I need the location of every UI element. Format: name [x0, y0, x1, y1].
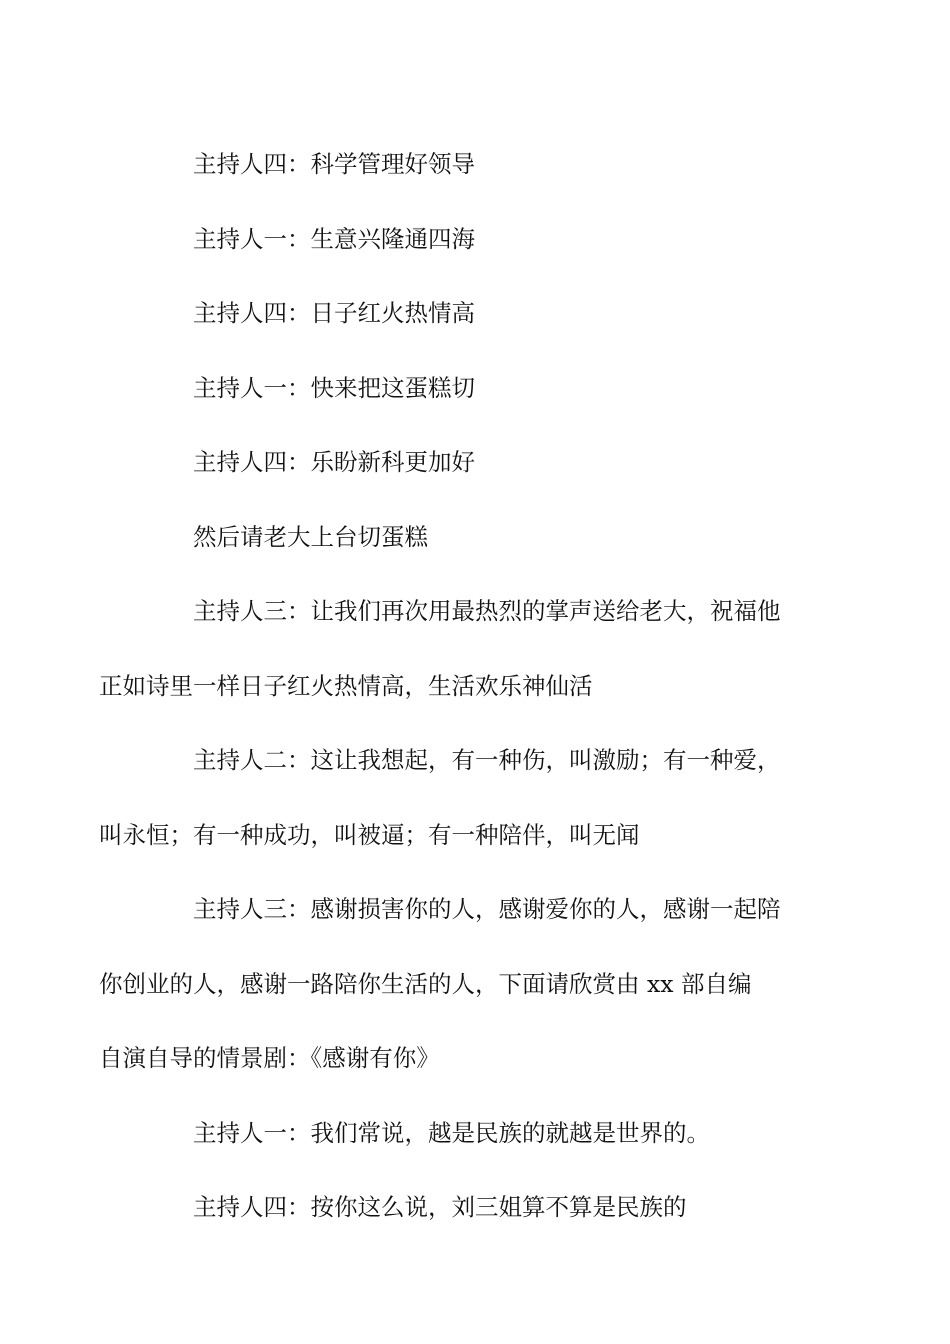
paragraph	[146, 1096, 810, 1171]
text-line: 主持人一：快来把这蛋糕切	[193, 373, 475, 402]
paragraph	[99, 872, 810, 1096]
text-line: 主持人四：日子红火热情高	[193, 299, 475, 327]
paragraph	[146, 351, 810, 426]
text-line: 主持人一：我们常说，越是民族的就越是世界的。	[193, 1118, 710, 1147]
text-line: 主持人一：生意兴隆通四海	[193, 224, 475, 253]
paragraph	[146, 425, 810, 500]
text-line: 正如诗里一样日子红火热情高，生活欢乐神仙活	[99, 671, 593, 700]
text-line: 然后请老大上台切蛋糕	[193, 522, 428, 551]
paragraph	[146, 127, 810, 202]
paragraph	[146, 500, 810, 575]
paragraph	[146, 1170, 810, 1245]
text-line: 主持人四：按你这么说，刘三姐算不算是民族的	[193, 1193, 687, 1221]
text-line: 主持人四：乐盼新科更加好	[193, 448, 475, 476]
document-body	[99, 127, 810, 1245]
text-line: 自演自导的情景剧：《感谢有你》	[99, 1044, 440, 1072]
text-line: 主持人三：感谢损害你的人，感谢爱你的人，感谢一起陪	[193, 895, 781, 923]
text-line: 你创业的人，感谢一路陪你生活的人，下面请欣赏由 xx 部自编	[99, 969, 752, 998]
text-line: 主持人三：让我们再次用最热烈的掌声送给老大，祝福他	[193, 597, 781, 625]
text-line: 主持人四：科学管理好领导	[193, 150, 475, 178]
text-line: 主持人二：这让我想起，有一种伤，叫激励；有一种爱，	[193, 746, 781, 774]
paragraph	[99, 574, 810, 723]
paragraph	[146, 276, 810, 351]
paragraph	[99, 723, 810, 872]
text-line: 叫永恒；有一种成功，叫被逼；有一种陪伴，叫无闻	[99, 820, 640, 849]
paragraph	[146, 202, 810, 277]
